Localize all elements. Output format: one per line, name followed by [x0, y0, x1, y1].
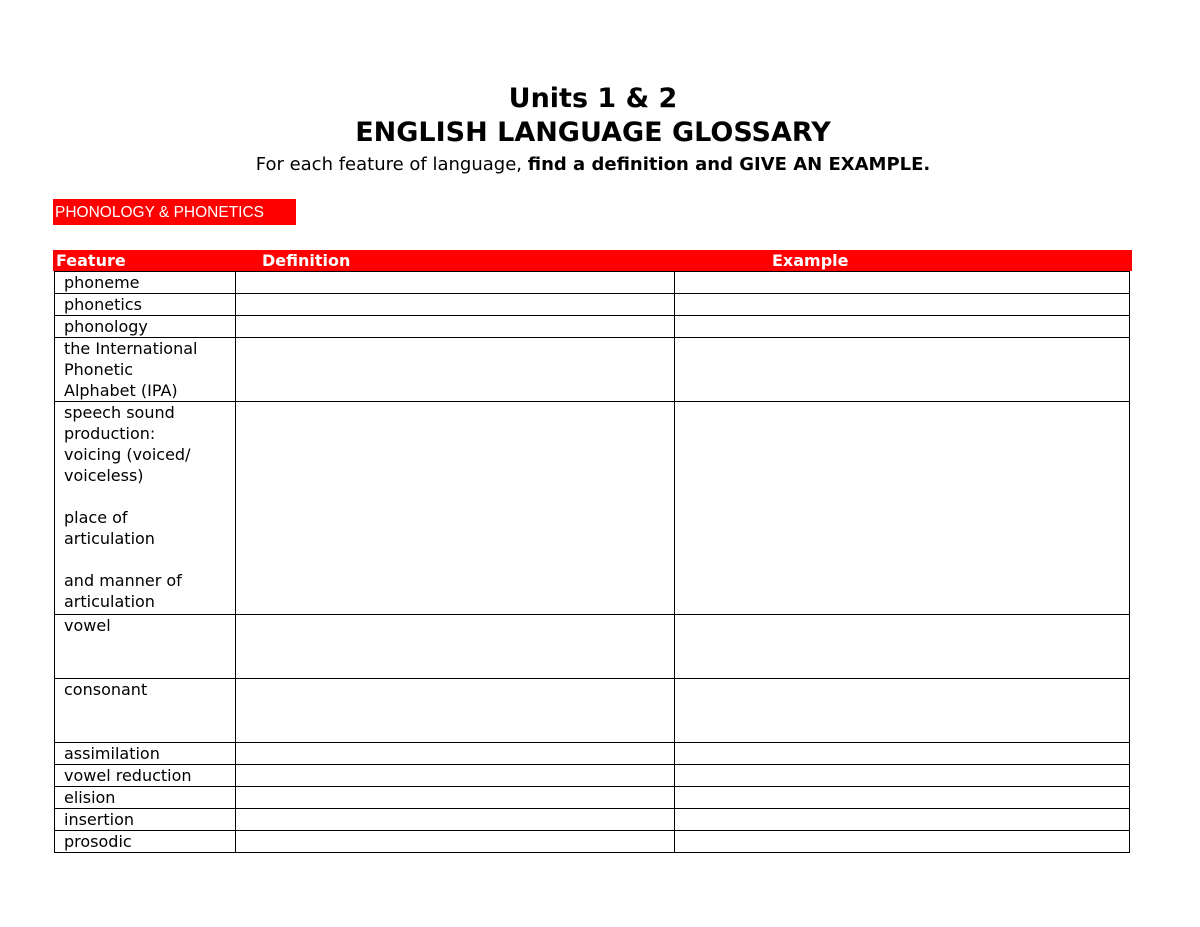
column-header-feature: Feature — [56, 251, 126, 270]
definition-cell[interactable] — [236, 743, 675, 765]
example-cell[interactable] — [675, 615, 1130, 679]
example-cell[interactable] — [675, 402, 1130, 615]
instructions — [0, 153, 1186, 177]
table-row — [55, 272, 1130, 294]
definition-cell[interactable] — [236, 316, 675, 338]
glossary-table — [54, 271, 1130, 853]
feature-cell: consonant — [55, 679, 236, 743]
definition-cell[interactable] — [236, 338, 675, 402]
example-cell[interactable] — [675, 316, 1130, 338]
example-cell[interactable] — [675, 743, 1130, 765]
feature-cell: the International Phonetic Alphabet (IPA) — [55, 338, 236, 402]
table-row — [55, 809, 1130, 831]
example-cell[interactable] — [675, 679, 1130, 743]
table-row — [55, 294, 1130, 316]
definition-cell[interactable] — [236, 272, 675, 294]
example-cell[interactable] — [675, 831, 1130, 853]
feature-cell: insertion — [55, 809, 236, 831]
example-cell[interactable] — [675, 765, 1130, 787]
definition-cell[interactable] — [236, 765, 675, 787]
table-row — [55, 765, 1130, 787]
table-row — [55, 402, 1130, 615]
definition-cell[interactable] — [236, 809, 675, 831]
feature-cell: speech sound production: voicing (voiced/ voiceless) place of articulation and manner of articulation — [55, 402, 236, 615]
section-label: PHONOLOGY & PHONETICS — [53, 199, 296, 225]
feature-cell: vowel reduction — [55, 765, 236, 787]
column-header-definition: Definition — [262, 251, 351, 270]
definition-cell[interactable] — [236, 787, 675, 809]
table-row — [55, 743, 1130, 765]
table-row — [55, 338, 1130, 402]
feature-cell: assimilation — [55, 743, 236, 765]
definition-cell[interactable] — [236, 402, 675, 615]
table-header — [53, 250, 1132, 271]
example-cell[interactable] — [675, 294, 1130, 316]
table-row — [55, 615, 1130, 679]
instructions-bold: find a definition and GIVE AN EXAMPLE. — [527, 154, 931, 175]
feature-cell: phonetics — [55, 294, 236, 316]
document-subtitle: ENGLISH LANGUAGE GLOSSARY — [355, 117, 831, 148]
instructions-plain: For each feature of language, — [255, 154, 528, 175]
column-header-example: Example — [772, 251, 849, 270]
definition-cell[interactable] — [236, 294, 675, 316]
table-row — [55, 316, 1130, 338]
glossary-table-body — [55, 272, 1130, 853]
example-cell[interactable] — [675, 809, 1130, 831]
table-row — [55, 679, 1130, 743]
feature-cell: phonology — [55, 316, 236, 338]
feature-cell: phoneme — [55, 272, 236, 294]
example-cell[interactable] — [675, 338, 1130, 402]
definition-cell[interactable] — [236, 615, 675, 679]
definition-cell[interactable] — [236, 679, 675, 743]
table-row — [55, 831, 1130, 853]
feature-cell: vowel — [55, 615, 236, 679]
document-title: Units 1 & 2 — [508, 83, 678, 114]
table-row — [55, 787, 1130, 809]
definition-cell[interactable] — [236, 831, 675, 853]
example-cell[interactable] — [675, 272, 1130, 294]
feature-cell: elision — [55, 787, 236, 809]
example-cell[interactable] — [675, 787, 1130, 809]
feature-cell: prosodic — [55, 831, 236, 853]
